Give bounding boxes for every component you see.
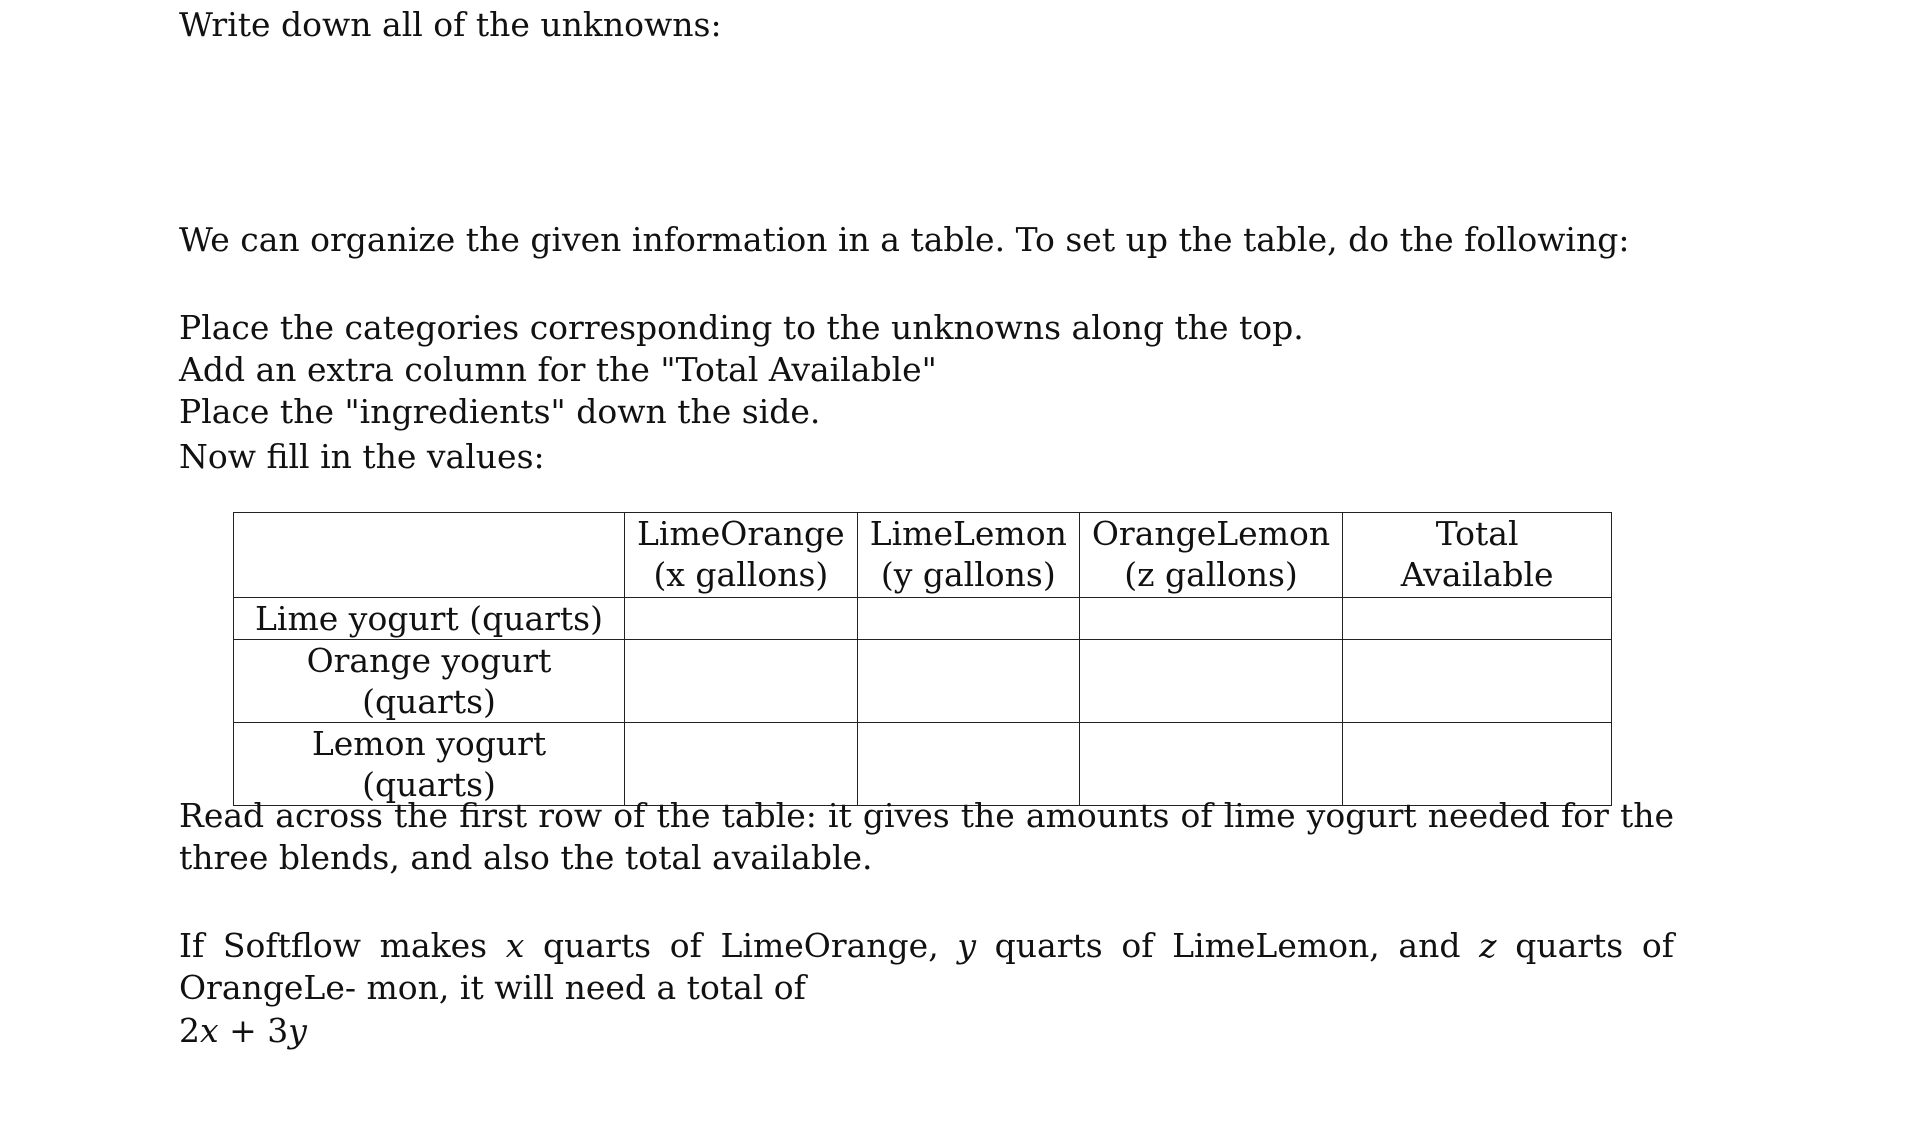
variable-x: x [505,926,525,965]
unknowns-prompt: Write down all of the unknowns: [179,5,722,44]
softflow-paragraph [179,925,1674,1009]
row-label-lime-yogurt: Lime yogurt (quarts) [234,598,625,640]
table-cell [1079,640,1342,723]
column-name: LimeLemon [869,514,1067,553]
column-header-orangelemon [1079,513,1342,598]
column-unit: (y gallons) [880,555,1056,594]
row-label-lemon-yogurt: Lemon yogurt (quarts) [234,723,625,806]
coefficient: 2 [179,1011,200,1050]
table-row [234,640,1612,723]
table-cell [625,598,858,640]
table-cell [857,723,1079,806]
table-corner-cell [234,513,625,598]
instruction-1: Place the categories corresponding to the unknowns along the top. [179,308,1304,347]
table-cell [625,723,858,806]
column-header-total-available [1343,513,1612,598]
column-name: OrangeLemon [1091,514,1331,553]
table-cell [857,640,1079,723]
column-unit: (x gallons) [653,555,829,594]
softflow-text: quarts of LimeOrange, [524,926,958,965]
table-cell [857,598,1079,640]
instruction-3: Place the "ingredients" down the side. [179,392,821,431]
variable-y: y [288,1011,307,1050]
table-cell [1343,640,1612,723]
variable-z: z [1479,926,1497,965]
column-header-limelemon [857,513,1079,598]
row-label-orange-yogurt: Orange yogurt (quarts) [234,640,625,723]
variable-x: x [200,1011,219,1050]
table-row [234,723,1612,806]
table-header-row [234,513,1612,598]
column-unit: (z gallons) [1124,555,1298,594]
table-cell [1343,598,1612,640]
read-across-paragraph: Read across the first row of the table: it gives the amounts of lime yogurt needed for the three blends, and also the total available. [179,796,1674,877]
table-cell [625,640,858,723]
column-name: Total Available [1400,514,1554,594]
values-table [233,512,1612,806]
intro-paragraph: We can organize the given information in a table. To set up the table, do the following: [179,220,1630,259]
column-name: LimeOrange [637,514,845,553]
softflow-text: If Softflow makes [179,926,506,965]
instruction-4: Now fill in the values: [179,437,545,476]
coefficient: 3 [267,1011,289,1050]
plus-operator: + [218,1011,268,1050]
column-header-limeorange [625,513,858,598]
table-row [234,598,1612,640]
table-cell [1079,598,1342,640]
instruction-2: Add an extra column for the "Total Available" [179,350,937,389]
softflow-text: quarts of OrangeLe- mon, it will need a total of [179,926,1674,1007]
variable-y: y [957,926,977,965]
total-expression [179,1010,307,1052]
table-cell [1079,723,1342,806]
softflow-text: quarts of LimeLemon, and [976,926,1480,965]
table-cell [1343,723,1612,806]
